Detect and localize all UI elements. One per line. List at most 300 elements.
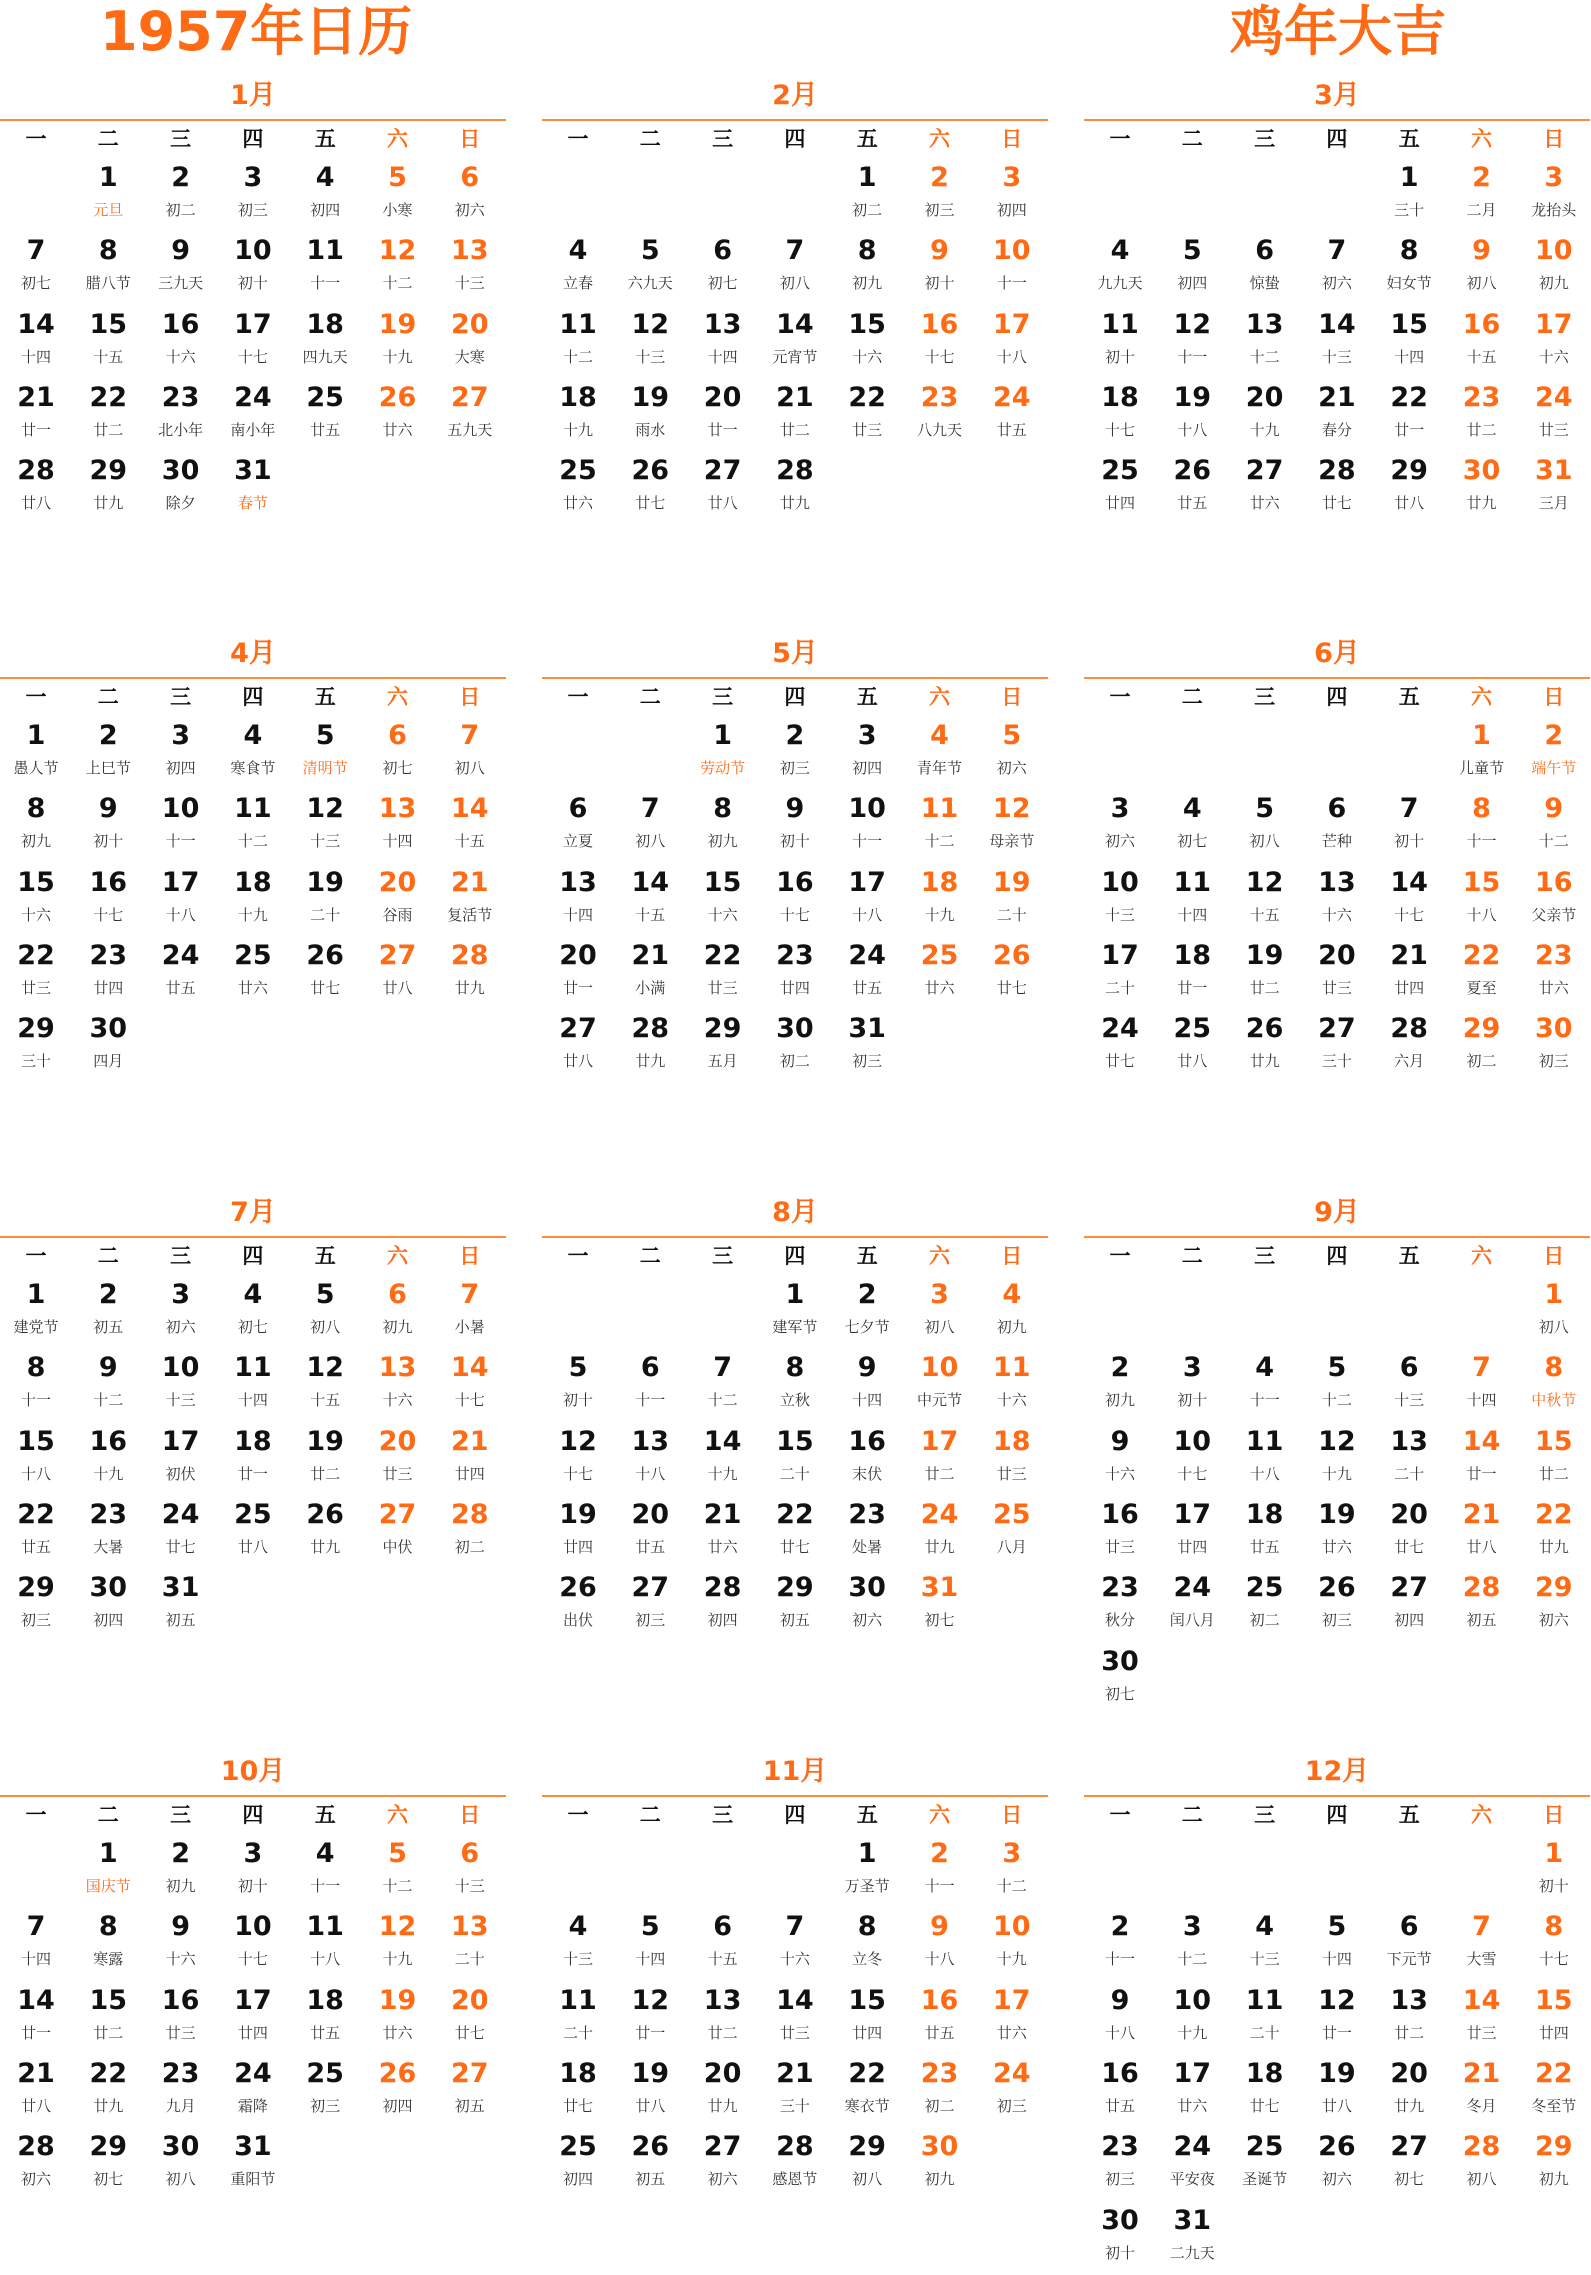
- day-cell[interactable]: [759, 452, 831, 525]
- day-cell[interactable]: [542, 452, 614, 525]
- day-cell[interactable]: [1373, 790, 1445, 863]
- day-cell[interactable]: [0, 379, 72, 452]
- day-cell[interactable]: [831, 937, 903, 1010]
- day-cell[interactable]: [1301, 2128, 1373, 2201]
- day-cell[interactable]: [1446, 1010, 1518, 1083]
- day-cell[interactable]: [434, 1835, 506, 1908]
- day-cell[interactable]: [1301, 1569, 1373, 1642]
- day-cell[interactable]: [0, 1496, 72, 1569]
- day-cell[interactable]: [362, 232, 434, 305]
- day-cell[interactable]: [1156, 790, 1228, 863]
- day-cell[interactable]: [72, 1982, 144, 2055]
- day-cell[interactable]: [542, 790, 614, 863]
- day-cell[interactable]: [904, 159, 976, 232]
- day-cell[interactable]: [831, 1349, 903, 1422]
- day-cell[interactable]: [1084, 2128, 1156, 2201]
- day-cell[interactable]: [362, 717, 434, 790]
- day-cell[interactable]: [1518, 1276, 1590, 1349]
- day-cell[interactable]: [1084, 1908, 1156, 1981]
- day-cell[interactable]: [759, 232, 831, 305]
- day-cell[interactable]: [217, 1908, 289, 1981]
- day-cell[interactable]: [72, 1276, 144, 1349]
- day-cell[interactable]: [831, 1569, 903, 1642]
- day-cell[interactable]: [1229, 306, 1301, 379]
- day-cell[interactable]: [1446, 937, 1518, 1010]
- day-cell[interactable]: [0, 717, 72, 790]
- day-cell[interactable]: [614, 790, 686, 863]
- day-cell[interactable]: [217, 1835, 289, 1908]
- day-cell[interactable]: [434, 379, 506, 452]
- day-cell[interactable]: [1084, 1496, 1156, 1569]
- day-cell[interactable]: [145, 1569, 217, 1642]
- day-cell[interactable]: [1446, 1423, 1518, 1496]
- day-cell[interactable]: [1084, 1349, 1156, 1422]
- day-cell[interactable]: [1229, 1908, 1301, 1981]
- day-cell[interactable]: [217, 937, 289, 1010]
- day-cell[interactable]: [614, 1982, 686, 2055]
- day-cell[interactable]: [72, 2128, 144, 2201]
- day-cell[interactable]: [1373, 1908, 1445, 1981]
- day-cell[interactable]: [1446, 864, 1518, 937]
- day-cell[interactable]: [1446, 379, 1518, 452]
- day-cell[interactable]: [1084, 1569, 1156, 1642]
- day-cell[interactable]: [904, 717, 976, 790]
- day-cell[interactable]: [362, 1835, 434, 1908]
- day-cell[interactable]: [1156, 452, 1228, 525]
- day-cell[interactable]: [145, 1908, 217, 1981]
- day-cell[interactable]: [1518, 864, 1590, 937]
- day-cell[interactable]: [1084, 790, 1156, 863]
- day-cell[interactable]: [904, 1908, 976, 1981]
- day-cell[interactable]: [687, 452, 759, 525]
- day-cell[interactable]: [1084, 306, 1156, 379]
- day-cell[interactable]: [614, 1496, 686, 1569]
- day-cell[interactable]: [759, 1423, 831, 1496]
- day-cell[interactable]: [0, 452, 72, 525]
- day-cell[interactable]: [72, 717, 144, 790]
- day-cell[interactable]: [1518, 2128, 1590, 2201]
- day-cell[interactable]: [542, 1908, 614, 1981]
- day-cell[interactable]: [289, 1423, 361, 1496]
- day-cell[interactable]: [759, 379, 831, 452]
- day-cell[interactable]: [362, 1349, 434, 1422]
- day-cell[interactable]: [217, 864, 289, 937]
- day-cell[interactable]: [1084, 379, 1156, 452]
- day-cell[interactable]: [1373, 159, 1445, 232]
- day-cell[interactable]: [434, 1908, 506, 1981]
- day-cell[interactable]: [434, 937, 506, 1010]
- day-cell[interactable]: [1156, 1496, 1228, 1569]
- day-cell[interactable]: [72, 1423, 144, 1496]
- day-cell[interactable]: [831, 232, 903, 305]
- day-cell[interactable]: [1373, 1569, 1445, 1642]
- day-cell[interactable]: [289, 864, 361, 937]
- day-cell[interactable]: [831, 306, 903, 379]
- day-cell[interactable]: [542, 1982, 614, 2055]
- day-cell[interactable]: [217, 1276, 289, 1349]
- day-cell[interactable]: [976, 232, 1048, 305]
- day-cell[interactable]: [1156, 379, 1228, 452]
- day-cell[interactable]: [289, 232, 361, 305]
- day-cell[interactable]: [614, 864, 686, 937]
- day-cell[interactable]: [289, 1835, 361, 1908]
- day-cell[interactable]: [976, 937, 1048, 1010]
- day-cell[interactable]: [687, 1908, 759, 1981]
- day-cell[interactable]: [362, 937, 434, 1010]
- day-cell[interactable]: [614, 452, 686, 525]
- day-cell[interactable]: [72, 1496, 144, 1569]
- day-cell[interactable]: [217, 2128, 289, 2201]
- day-cell[interactable]: [1229, 379, 1301, 452]
- day-cell[interactable]: [1229, 1423, 1301, 1496]
- day-cell[interactable]: [289, 379, 361, 452]
- day-cell[interactable]: [145, 1349, 217, 1422]
- day-cell[interactable]: [217, 159, 289, 232]
- day-cell[interactable]: [614, 1423, 686, 1496]
- day-cell[interactable]: [289, 1908, 361, 1981]
- day-cell[interactable]: [904, 1982, 976, 2055]
- day-cell[interactable]: [1518, 1982, 1590, 2055]
- day-cell[interactable]: [614, 379, 686, 452]
- day-cell[interactable]: [831, 1276, 903, 1349]
- day-cell[interactable]: [362, 864, 434, 937]
- day-cell[interactable]: [289, 159, 361, 232]
- day-cell[interactable]: [145, 232, 217, 305]
- day-cell[interactable]: [1301, 1908, 1373, 1981]
- day-cell[interactable]: [145, 1835, 217, 1908]
- day-cell[interactable]: [1518, 306, 1590, 379]
- day-cell[interactable]: [145, 864, 217, 937]
- day-cell[interactable]: [1373, 452, 1445, 525]
- day-cell[interactable]: [1373, 1496, 1445, 1569]
- day-cell[interactable]: [1084, 1982, 1156, 2055]
- day-cell[interactable]: [1301, 232, 1373, 305]
- day-cell[interactable]: [542, 1569, 614, 1642]
- day-cell[interactable]: [362, 1276, 434, 1349]
- day-cell[interactable]: [145, 790, 217, 863]
- day-cell[interactable]: [1446, 717, 1518, 790]
- day-cell[interactable]: [1301, 2055, 1373, 2128]
- day-cell[interactable]: [72, 379, 144, 452]
- day-cell[interactable]: [72, 159, 144, 232]
- day-cell[interactable]: [72, 232, 144, 305]
- day-cell[interactable]: [1446, 1982, 1518, 2055]
- day-cell[interactable]: [1229, 2055, 1301, 2128]
- day-cell[interactable]: [434, 1496, 506, 1569]
- day-cell[interactable]: [687, 937, 759, 1010]
- day-cell[interactable]: [217, 717, 289, 790]
- day-cell[interactable]: [434, 790, 506, 863]
- day-cell[interactable]: [976, 1982, 1048, 2055]
- day-cell[interactable]: [434, 232, 506, 305]
- day-cell[interactable]: [759, 1569, 831, 1642]
- day-cell[interactable]: [1084, 864, 1156, 937]
- day-cell[interactable]: [145, 1496, 217, 1569]
- day-cell[interactable]: [434, 1349, 506, 1422]
- day-cell[interactable]: [1446, 452, 1518, 525]
- day-cell[interactable]: [976, 2055, 1048, 2128]
- day-cell[interactable]: [759, 937, 831, 1010]
- day-cell[interactable]: [759, 1276, 831, 1349]
- day-cell[interactable]: [1518, 1908, 1590, 1981]
- day-cell[interactable]: [1084, 1010, 1156, 1083]
- day-cell[interactable]: [217, 1423, 289, 1496]
- day-cell[interactable]: [145, 306, 217, 379]
- day-cell[interactable]: [759, 717, 831, 790]
- day-cell[interactable]: [1373, 306, 1445, 379]
- day-cell[interactable]: [1373, 937, 1445, 1010]
- day-cell[interactable]: [904, 1496, 976, 1569]
- day-cell[interactable]: [1301, 379, 1373, 452]
- day-cell[interactable]: [0, 1276, 72, 1349]
- day-cell[interactable]: [217, 1349, 289, 1422]
- day-cell[interactable]: [1446, 790, 1518, 863]
- day-cell[interactable]: [1518, 452, 1590, 525]
- day-cell[interactable]: [614, 2055, 686, 2128]
- day-cell[interactable]: [1156, 937, 1228, 1010]
- day-cell[interactable]: [289, 2055, 361, 2128]
- day-cell[interactable]: [831, 1010, 903, 1083]
- day-cell[interactable]: [1229, 1010, 1301, 1083]
- day-cell[interactable]: [976, 306, 1048, 379]
- day-cell[interactable]: [362, 790, 434, 863]
- day-cell[interactable]: [904, 937, 976, 1010]
- day-cell[interactable]: [1301, 1423, 1373, 1496]
- day-cell[interactable]: [1518, 379, 1590, 452]
- day-cell[interactable]: [1156, 2202, 1228, 2275]
- day-cell[interactable]: [687, 1423, 759, 1496]
- day-cell[interactable]: [976, 1349, 1048, 1422]
- day-cell[interactable]: [1373, 864, 1445, 937]
- day-cell[interactable]: [542, 1349, 614, 1422]
- day-cell[interactable]: [976, 717, 1048, 790]
- day-cell[interactable]: [1156, 864, 1228, 937]
- day-cell[interactable]: [542, 1423, 614, 1496]
- day-cell[interactable]: [217, 1496, 289, 1569]
- day-cell[interactable]: [976, 1276, 1048, 1349]
- day-cell[interactable]: [72, 1010, 144, 1083]
- day-cell[interactable]: [145, 2055, 217, 2128]
- day-cell[interactable]: [904, 2055, 976, 2128]
- day-cell[interactable]: [1518, 1349, 1590, 1422]
- day-cell[interactable]: [217, 790, 289, 863]
- day-cell[interactable]: [145, 1276, 217, 1349]
- day-cell[interactable]: [614, 2128, 686, 2201]
- day-cell[interactable]: [1301, 1349, 1373, 1422]
- day-cell[interactable]: [831, 717, 903, 790]
- day-cell[interactable]: [1084, 1423, 1156, 1496]
- day-cell[interactable]: [687, 864, 759, 937]
- day-cell[interactable]: [1373, 2055, 1445, 2128]
- day-cell[interactable]: [0, 2055, 72, 2128]
- day-cell[interactable]: [1518, 937, 1590, 1010]
- day-cell[interactable]: [1518, 717, 1590, 790]
- day-cell[interactable]: [362, 1982, 434, 2055]
- day-cell[interactable]: [976, 159, 1048, 232]
- day-cell[interactable]: [1301, 937, 1373, 1010]
- day-cell[interactable]: [434, 1423, 506, 1496]
- day-cell[interactable]: [145, 937, 217, 1010]
- day-cell[interactable]: [1156, 1908, 1228, 1981]
- day-cell[interactable]: [542, 1010, 614, 1083]
- day-cell[interactable]: [217, 379, 289, 452]
- day-cell[interactable]: [1518, 1423, 1590, 1496]
- day-cell[interactable]: [72, 864, 144, 937]
- day-cell[interactable]: [1446, 306, 1518, 379]
- day-cell[interactable]: [145, 379, 217, 452]
- day-cell[interactable]: [904, 1423, 976, 1496]
- day-cell[interactable]: [687, 790, 759, 863]
- day-cell[interactable]: [542, 864, 614, 937]
- day-cell[interactable]: [976, 1908, 1048, 1981]
- day-cell[interactable]: [542, 937, 614, 1010]
- day-cell[interactable]: [1373, 1010, 1445, 1083]
- day-cell[interactable]: [614, 1349, 686, 1422]
- day-cell[interactable]: [1373, 379, 1445, 452]
- day-cell[interactable]: [614, 937, 686, 1010]
- day-cell[interactable]: [687, 2128, 759, 2201]
- day-cell[interactable]: [1084, 2202, 1156, 2275]
- day-cell[interactable]: [1301, 1496, 1373, 1569]
- day-cell[interactable]: [614, 306, 686, 379]
- day-cell[interactable]: [542, 1496, 614, 1569]
- day-cell[interactable]: [1446, 1496, 1518, 1569]
- day-cell[interactable]: [289, 306, 361, 379]
- day-cell[interactable]: [759, 2055, 831, 2128]
- day-cell[interactable]: [614, 1908, 686, 1981]
- day-cell[interactable]: [1301, 306, 1373, 379]
- day-cell[interactable]: [687, 379, 759, 452]
- day-cell[interactable]: [904, 2128, 976, 2201]
- day-cell[interactable]: [1373, 1982, 1445, 2055]
- day-cell[interactable]: [1156, 1569, 1228, 1642]
- day-cell[interactable]: [1229, 864, 1301, 937]
- day-cell[interactable]: [759, 1908, 831, 1981]
- day-cell[interactable]: [687, 1982, 759, 2055]
- day-cell[interactable]: [0, 1423, 72, 1496]
- day-cell[interactable]: [289, 717, 361, 790]
- day-cell[interactable]: [72, 2055, 144, 2128]
- day-cell[interactable]: [976, 790, 1048, 863]
- day-cell[interactable]: [759, 1982, 831, 2055]
- day-cell[interactable]: [614, 1569, 686, 1642]
- day-cell[interactable]: [904, 1276, 976, 1349]
- day-cell[interactable]: [72, 452, 144, 525]
- day-cell[interactable]: [362, 1423, 434, 1496]
- day-cell[interactable]: [687, 1349, 759, 1422]
- day-cell[interactable]: [904, 306, 976, 379]
- day-cell[interactable]: [1229, 232, 1301, 305]
- day-cell[interactable]: [1156, 1010, 1228, 1083]
- day-cell[interactable]: [831, 159, 903, 232]
- day-cell[interactable]: [687, 232, 759, 305]
- day-cell[interactable]: [1518, 1010, 1590, 1083]
- day-cell[interactable]: [976, 864, 1048, 937]
- day-cell[interactable]: [904, 864, 976, 937]
- day-cell[interactable]: [217, 306, 289, 379]
- day-cell[interactable]: [1156, 306, 1228, 379]
- day-cell[interactable]: [0, 232, 72, 305]
- day-cell[interactable]: [0, 1349, 72, 1422]
- day-cell[interactable]: [1084, 2055, 1156, 2128]
- day-cell[interactable]: [0, 2128, 72, 2201]
- day-cell[interactable]: [145, 1982, 217, 2055]
- day-cell[interactable]: [1229, 452, 1301, 525]
- day-cell[interactable]: [362, 1908, 434, 1981]
- day-cell[interactable]: [1156, 1423, 1228, 1496]
- day-cell[interactable]: [831, 1496, 903, 1569]
- day-cell[interactable]: [759, 1496, 831, 1569]
- day-cell[interactable]: [759, 1010, 831, 1083]
- day-cell[interactable]: [145, 452, 217, 525]
- day-cell[interactable]: [145, 717, 217, 790]
- day-cell[interactable]: [1156, 1349, 1228, 1422]
- day-cell[interactable]: [1373, 2128, 1445, 2201]
- day-cell[interactable]: [0, 864, 72, 937]
- day-cell[interactable]: [831, 1982, 903, 2055]
- day-cell[interactable]: [1446, 1569, 1518, 1642]
- day-cell[interactable]: [1301, 790, 1373, 863]
- day-cell[interactable]: [0, 790, 72, 863]
- day-cell[interactable]: [434, 717, 506, 790]
- day-cell[interactable]: [1301, 452, 1373, 525]
- day-cell[interactable]: [362, 306, 434, 379]
- day-cell[interactable]: [0, 937, 72, 1010]
- day-cell[interactable]: [434, 2055, 506, 2128]
- day-cell[interactable]: [904, 1349, 976, 1422]
- day-cell[interactable]: [1229, 1496, 1301, 1569]
- day-cell[interactable]: [1446, 2055, 1518, 2128]
- day-cell[interactable]: [1518, 790, 1590, 863]
- day-cell[interactable]: [831, 864, 903, 937]
- day-cell[interactable]: [904, 790, 976, 863]
- day-cell[interactable]: [831, 379, 903, 452]
- day-cell[interactable]: [289, 937, 361, 1010]
- day-cell[interactable]: [542, 2055, 614, 2128]
- day-cell[interactable]: [362, 379, 434, 452]
- day-cell[interactable]: [976, 1835, 1048, 1908]
- day-cell[interactable]: [434, 1276, 506, 1349]
- day-cell[interactable]: [831, 2055, 903, 2128]
- day-cell[interactable]: [289, 1276, 361, 1349]
- day-cell[interactable]: [687, 306, 759, 379]
- day-cell[interactable]: [614, 1010, 686, 1083]
- day-cell[interactable]: [1373, 1423, 1445, 1496]
- day-cell[interactable]: [434, 864, 506, 937]
- day-cell[interactable]: [687, 1569, 759, 1642]
- day-cell[interactable]: [1518, 1569, 1590, 1642]
- day-cell[interactable]: [1156, 2128, 1228, 2201]
- day-cell[interactable]: [831, 1835, 903, 1908]
- day-cell[interactable]: [1084, 452, 1156, 525]
- day-cell[interactable]: [1301, 1982, 1373, 2055]
- day-cell[interactable]: [1084, 232, 1156, 305]
- day-cell[interactable]: [72, 790, 144, 863]
- day-cell[interactable]: [542, 306, 614, 379]
- day-cell[interactable]: [904, 379, 976, 452]
- day-cell[interactable]: [1229, 2128, 1301, 2201]
- day-cell[interactable]: [434, 159, 506, 232]
- day-cell[interactable]: [1518, 232, 1590, 305]
- day-cell[interactable]: [687, 1496, 759, 1569]
- day-cell[interactable]: [1518, 1835, 1590, 1908]
- day-cell[interactable]: [976, 1423, 1048, 1496]
- day-cell[interactable]: [1156, 232, 1228, 305]
- day-cell[interactable]: [217, 452, 289, 525]
- day-cell[interactable]: [1446, 1349, 1518, 1422]
- day-cell[interactable]: [687, 717, 759, 790]
- day-cell[interactable]: [759, 864, 831, 937]
